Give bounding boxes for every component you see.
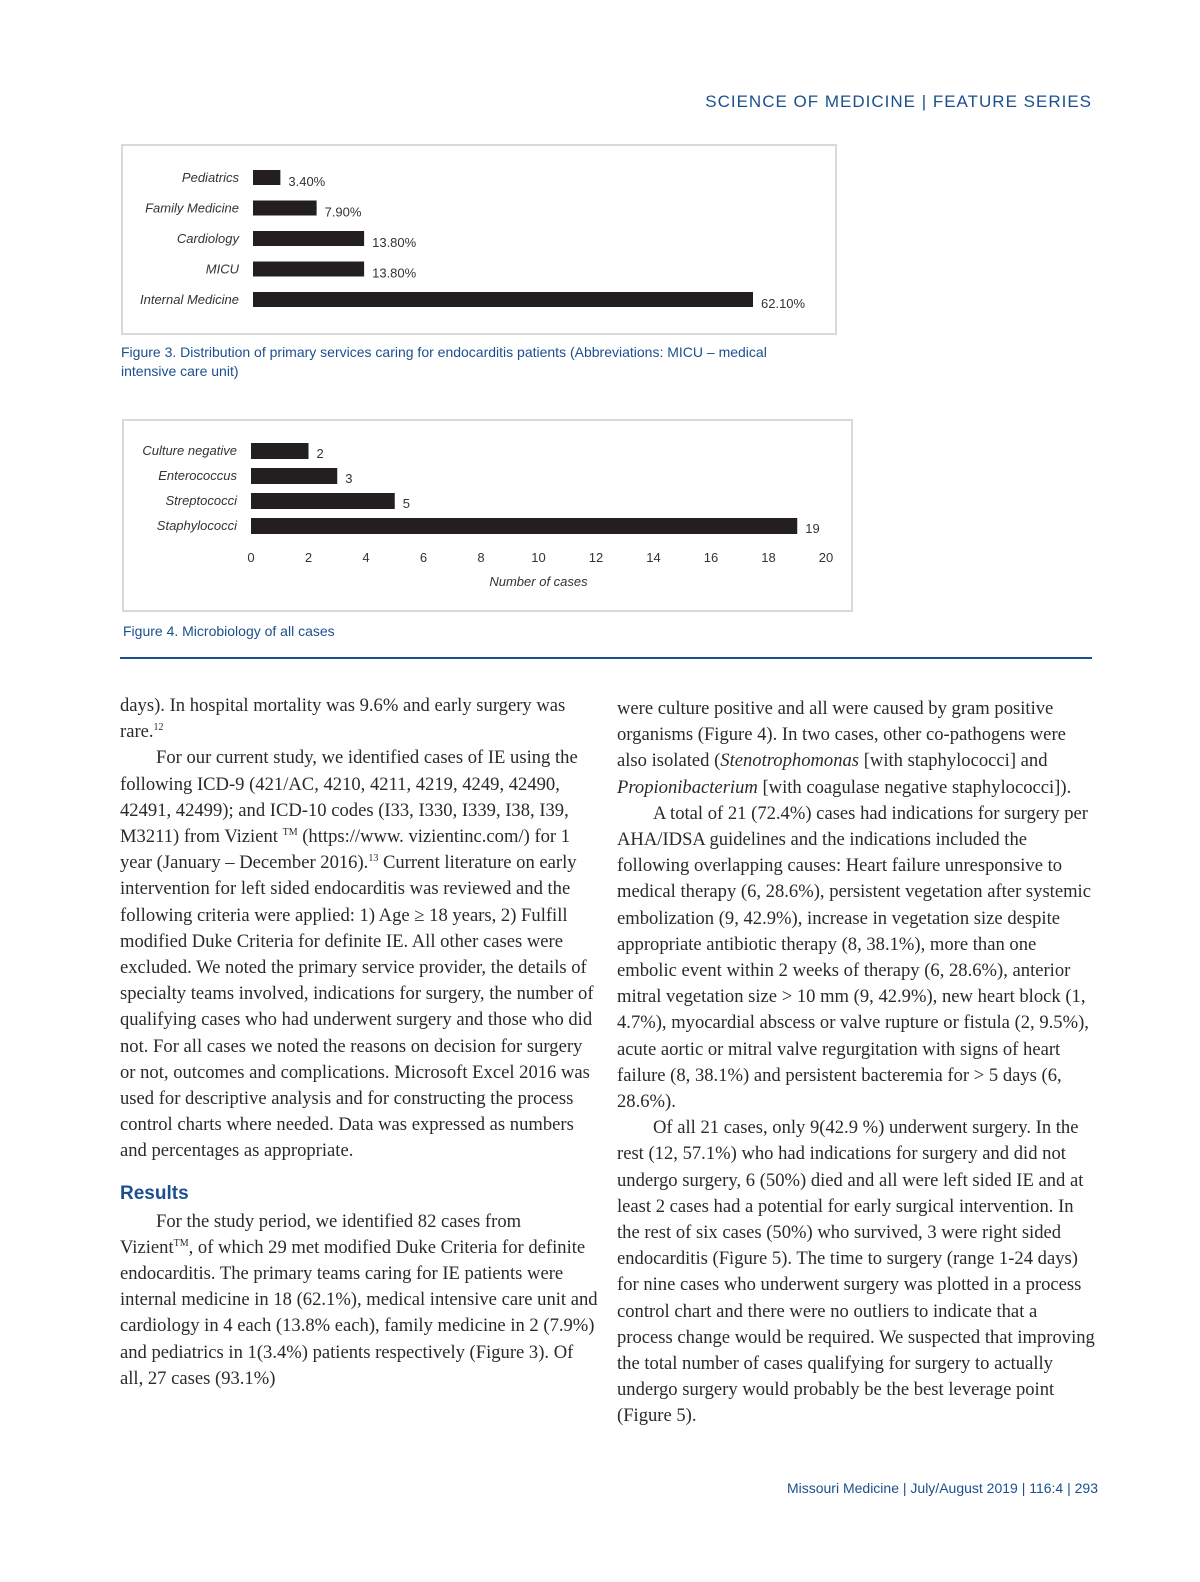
results-heading: Results xyxy=(120,1182,189,1204)
bar xyxy=(253,231,364,246)
x-tick-label: 20 xyxy=(818,550,834,565)
x-tick-label: 10 xyxy=(531,550,546,565)
x-tick-label: 2 xyxy=(304,550,313,565)
bar xyxy=(253,201,317,216)
paragraph xyxy=(120,693,598,745)
paragraph-text: Current literature on early intervention for left sided endocarditis was reviewed and the following criteria were applied: 1) Age ≥ 18 years, 2) Fulfill modified Duke Criteria for definite IE. All other cases were excluded. We noted the primary service provider, the details of specialty teams involved, indications for surgery, the number of qualifying cases who had underwent surgery and those who did not. For all cases we noted the reasons on decision for surgery or not, outcomes and complications. Microsoft Excel 2016 was used for descriptive analysis and for constructing the process control charts where needed. Data was expressed as numbers and percentages as appropriate. xyxy=(120,852,594,1162)
x-tick-label: 16 xyxy=(703,550,719,565)
x-tick-label: 14 xyxy=(646,550,661,565)
bar xyxy=(253,170,280,185)
section-divider xyxy=(120,657,1092,659)
bar xyxy=(253,292,753,307)
data-label: 7.90% xyxy=(324,204,362,220)
trademark-superscript: TM xyxy=(173,1237,189,1249)
data-label: 3 xyxy=(345,471,353,486)
figure-4-caption: Figure 4. Microbiology of all cases xyxy=(123,623,335,639)
figure-3-caption: Figure 3. Distribution of primary services caring for endocarditis patients (Abbreviations: MICU – medical intensive care unit) xyxy=(121,344,767,379)
figure-4-svg xyxy=(124,421,851,610)
organism-name: Stenotrophomonas xyxy=(720,750,860,772)
paragraph xyxy=(617,696,1095,801)
category-label: Cardiology xyxy=(176,231,239,246)
x-tick-label: 4 xyxy=(362,550,370,565)
organism-name: Propionibacterium xyxy=(617,776,758,798)
reference-superscript: 13 xyxy=(368,853,379,865)
bar xyxy=(251,443,309,459)
x-tick-label: 8 xyxy=(477,550,485,565)
data-label: 2 xyxy=(316,446,324,461)
figure-3-svg xyxy=(123,146,835,333)
category-label: MICU xyxy=(205,261,239,277)
paragraph xyxy=(120,745,598,1164)
data-label: 19 xyxy=(805,521,820,536)
x-tick-label: 12 xyxy=(588,550,604,565)
reference-superscript: 12 xyxy=(153,722,164,734)
data-label: 3.40% xyxy=(288,174,326,189)
paragraph-text: For our current study, we identified cases of IE using the following ICD-9 (421/AC, 4210, 4211, 4219, 4249, 42490, 42491, 42499); and ICD-10 codes (I33, I330, I339, I38, I39, M3211) from Vizient xyxy=(120,747,578,848)
bar xyxy=(251,468,337,484)
paragraph-text: [with staphylococci] and xyxy=(859,750,1048,772)
page-footer-citation: Missouri Medicine | July/August 2019 | 116:4 | 293 xyxy=(786,1480,1098,1496)
x-tick-label: 18 xyxy=(761,550,776,565)
category-label: Family Medicine xyxy=(145,200,239,216)
x-tick-label: 6 xyxy=(419,550,428,565)
bar xyxy=(251,493,395,509)
paragraph-text: , of which 29 met modified Duke Criteria for definite endocarditis. The primary teams caring for IE patients were internal medicine in 18 (62.1%), medical intensive care unit and cardiology in 4 each (13.8% each), family medicine in 2 (7.9%) and pediatrics in 1(3.4%) patients respectively (Figure 3). Of all, 27 cases (93.1%) xyxy=(120,1236,598,1389)
data-label: 13.80% xyxy=(372,265,417,281)
x-tick-label: 0 xyxy=(247,550,255,565)
paragraph: Of all 21 cases, only 9(42.9 %) underwent surgery. In the rest (12, 57.1%) who had indications for surgery and did not undergo surgery, 6 (50%) died and all were left sided IE and at least 2 cases had a potential for early surgical intervention. In the rest of six cases (50%) who survived, 3 were right sided endocarditis (Figure 5). The time to surgery (range 1-24 days) for nine cases who underwent surgery was plotted in a process control chart and there were no outliers to indicate that a process change would be required. We suspected that improving the total number of cases qualifying for surgery to actually undergo surgery would probably be the best leverage point (Figure 5). xyxy=(617,1117,1095,1427)
data-label: 5 xyxy=(402,496,410,511)
category-label: Streptococci xyxy=(165,493,237,508)
category-label: Culture negative xyxy=(142,443,237,458)
category-label: Internal Medicine xyxy=(140,292,239,307)
journal-section-header: SCIENCE OF MEDICINE | FEATURE SERIES xyxy=(705,92,1092,111)
trademark-superscript: TM xyxy=(282,826,298,838)
data-label: 62.10% xyxy=(761,296,806,311)
right-column xyxy=(617,696,1095,1430)
category-label: Pediatrics xyxy=(181,170,239,185)
left-column xyxy=(120,693,598,1392)
paragraph: A total of 21 (72.4%) cases had indications for surgery per AHA/IDSA guidelines and the indications included the following overlapping causes: Heart failure unresponsive to medical therapy (6, 28.6%), persistent vegetation after systemic embolization (9, 42.9%), increase in vegetation size despite appropriate antibiotic therapy (8, 38.1%), more than one embolic event within 2 weeks of therapy (6, 28.6%), anterior mitral vegetation size > 10 mm (9, 42.9%), new heart block (1, 4.7%), myocardial abscess or valve rupture or fistula (2, 9.5%), acute aortic or mitral valve regurgitation with signs of heart failure (8, 38.1%) and persistent bacteremia for > 5 days (6, 28.6%). xyxy=(617,802,1091,1113)
category-label: Staphylococci xyxy=(156,518,237,533)
figure-4-chart xyxy=(122,419,853,612)
paragraph-text: (https://www. vizientinc.com/) for 1 year (January – December 2016). xyxy=(120,826,571,874)
figure-3-chart xyxy=(121,144,837,335)
paragraph xyxy=(120,1209,598,1392)
bar xyxy=(251,518,797,534)
category-label: Enterococcus xyxy=(158,468,237,483)
data-label: 13.80% xyxy=(372,235,417,250)
bar xyxy=(253,262,364,277)
paragraph-text: were culture positive and all were caused by gram positive organisms (Figure 4). In two cases, other co-pathogens were also isolated ( xyxy=(617,698,1066,772)
paragraph-text: [with coagulase negative staphylococci]). xyxy=(757,776,1072,798)
x-axis-title: Number of cases xyxy=(489,574,588,589)
paragraph-text: For the study period, we identified 82 cases from Vizient xyxy=(120,1210,522,1258)
paragraph-text: days). In hospital mortality was 9.6% and early surgery was rare. xyxy=(120,695,566,743)
